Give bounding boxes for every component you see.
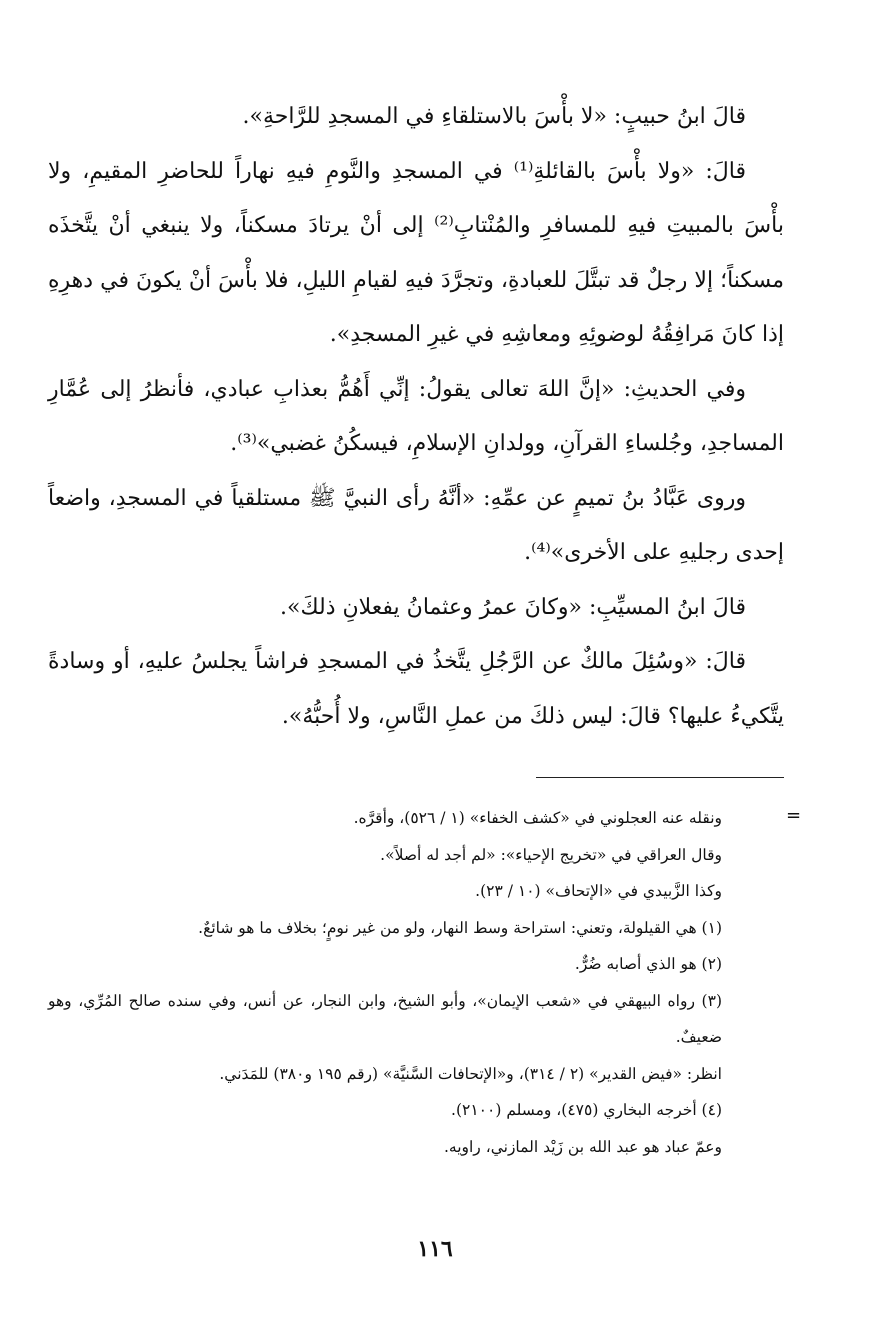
continuation-mark: = [786,805,802,826]
paragraph-qailah: قالَ: «ولا بأْسَ بالقائلةِ⁽¹⁾ في المسجدِ والنَّومِ فيهِ نهاراً للحاضرِ المقيمِ، ولا بأْسَ بالمبيتِ فيهِ للمسافرِ والمُنْتابِ⁽²⁾ إلى أنْ يرتادَ مسكناً، ولا ينبغي أنْ يتَّخذَه مسكناً؛ إلا رجلٌ قد تبتَّلَ للعبادةِ، وتجرَّدَ فيهِ لقيامِ الليلِ، فلا بأْسَ أنْ يكونَ في دهرِهِ إذا كانَ مَرافِقُهُ لوضوئِهِ ومعاشِهِ في غيرِ المسجدِ». [48,158,784,347]
footnote-4: (٤) أخرجه البخاري (٤٧٥)، ومسلم (٢١٠٠). [451,1101,722,1119]
footnotes [48,800,778,1165]
footnote-4-note: وعمّ عباد هو عبد الله بن زَيْد المازني، راويه. [443,1137,722,1156]
footnote-continuation-1: ونقله عنه العجلوني في «كشف الخفاء» (١ / ٥٢٦)، وأقرَّه. [353,809,722,827]
paragraph-ibn-habib: قالَ ابنُ حبيبٍ: «لا بأْسَ بالاستلقاءِ في المسجدِ للرَّاحةِ». [242,104,746,129]
paragraph-hadith: وفي الحديثِ: «إنَّ اللهَ تعالى يقولُ: إنِّي أَهُمُّ بعذابِ عبادي، فأنظرُ إلى عُمَّارِ المساجدِ، وجُلساءِ القرآنِ، وولدانِ الإسلامِ، فيسكُنُ غضبي»⁽³⁾. [48,376,784,456]
footnote-2: (٢) هو الذي أصابه ضُرٌّ. [574,955,722,973]
footnote-continuation-2: وقال العراقي في «تخريج الإحياء»: «لم أجد له أصلاً». [380,845,722,864]
footnote-continuation-3: وكذا الزَّبيدي في «الإتحاف» (١٠ / ٢٣). [475,882,722,900]
footnote-3-reference: انظر: «فيض القدير» (٢ / ٣١٤)، و«الإتحافات السَّنيَّة» (رقم ١٩٥ و٣٨٠) للمَدَني. [219,1064,722,1083]
page-number: ١١٦ [417,1236,453,1262]
footnote-separator [536,777,784,778]
paragraph-ibn-musayyib: قالَ ابنُ المسيِّبِ: «وكانَ عمرُ وعثمانُ يفعلانِ ذلكَ». [280,594,746,620]
main-text [48,90,784,744]
paragraph-abbad: وروى عَبَّادُ بنُ تميمٍ عن عمِّهِ: «أنَّهُ رأى النبيَّ ﷺ مستلقياً في المسجدِ، واضعاً إحدى رجليهِ على الأخرى»⁽⁴⁾. [48,485,784,565]
footnote-3: (٣) رواه البيهقي في «شعب الإيمان»، وأبو الشيخ، وابن النجار، عن أنس، وفي سنده صالح المُرِّي، وهو ضعيفٌ. [48,991,722,1046]
footnote-1: (١) هي القيلولة، وتعني: استراحة وسط النهار، ولو من غير نومٍ؛ بخلاف ما هو شائعٌ. [198,918,722,937]
paragraph-malik: قالَ: «وسُئِلَ مالكٌ عن الرَّجُلِ يتَّخذُ في المسجدِ فراشاً يجلسُ عليهِ، أو وسادةً يتَّكيءُ عليها؟ قالَ: ليس ذلكَ من عملِ النَّاسِ، ولا أُحبُّهُ». [48,649,784,729]
